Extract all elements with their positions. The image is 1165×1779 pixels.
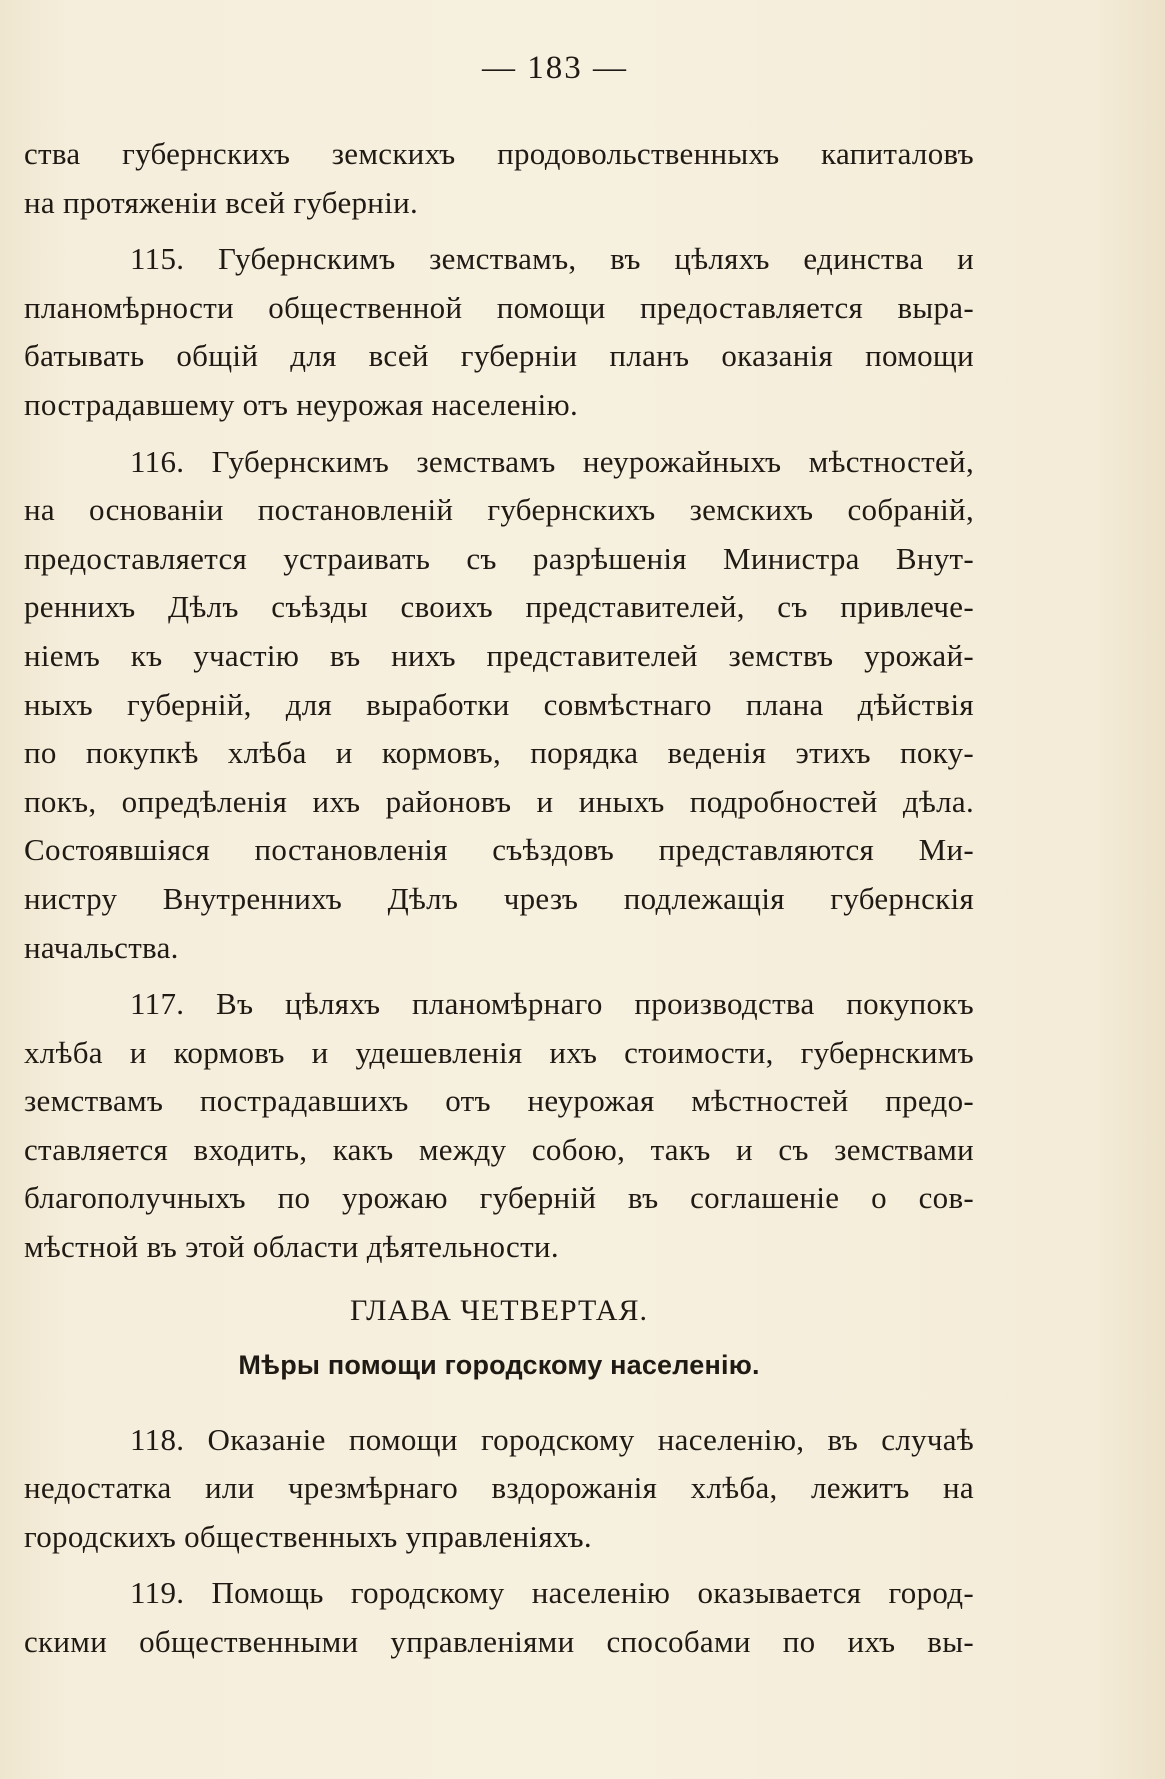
- text-line: планомѣрности общественной помощи предоставляется выра-: [24, 289, 974, 325]
- chapter-subtitle: Мѣры помощи городскому населенію.: [238, 1349, 760, 1380]
- text-line: реннихъ Дѣлъ съѣзды своихъ представителей, съ привлече-: [24, 589, 974, 625]
- text-line: ставляется входить, какъ между собою, такъ и съ земствами: [24, 1131, 974, 1167]
- text-line: хлѣба и кормовъ и удешевленія ихъ стоимости, губернскимъ: [24, 1034, 974, 1070]
- text-line: начальства.: [24, 929, 179, 965]
- text-line: батывать общій для всей губерніи планъ оказанія помощи: [24, 338, 974, 374]
- paragraph-117: [24, 980, 974, 1272]
- text-line: скими общественными управленіями способами по ихъ вы-: [24, 1624, 974, 1660]
- text-line: нистру Внутреннихъ Дѣлъ чрезъ подлежащія губернскія: [24, 880, 974, 916]
- text-line: предоставляется устраивать съ разрѣшенія Министра Внут-: [24, 540, 974, 576]
- text-line: ныхъ губерній, для выработки совмѣстнаго плана дѣйствія: [24, 686, 974, 722]
- page-number: — 183 —: [482, 50, 628, 86]
- text-line: 119. Помощь городскому населенію оказывается город-: [130, 1575, 974, 1611]
- text-line: на основаніи постановленій губернскихъ земскихъ собраній,: [24, 492, 974, 528]
- text-line: на протяженіи всей губерніи.: [24, 184, 419, 220]
- paragraph-118: [24, 1416, 974, 1562]
- paragraph-continuation: [24, 130, 974, 227]
- text-line: пострадавшему отъ неурожая населенію.: [24, 386, 579, 422]
- paragraph-116: [24, 438, 974, 973]
- text-line: городскихъ общественныхъ управленіяхъ.: [24, 1518, 592, 1554]
- text-line: благополучныхъ по урожаю губерній въ соглашеніе о сов-: [24, 1180, 974, 1216]
- text-line: ства губернскихъ земскихъ продовольственныхъ капиталовъ: [24, 136, 974, 171]
- text-line: покъ, опредѣленія ихъ районовъ и иныхъ подробностей дѣла.: [24, 783, 974, 819]
- text-line: Состоявшіяся постановленія съѣздовъ представляются Ми-: [24, 832, 974, 868]
- paragraph-115: [24, 235, 974, 429]
- text-line: 115. Губернскимъ земствамъ, въ цѣляхъ единства и: [130, 241, 974, 277]
- chapter-title: ГЛАВА ЧЕТВЕРТАЯ.: [350, 1293, 648, 1327]
- text-line: по покупкѣ хлѣба и кормовъ, порядка веденія этихъ поку-: [24, 735, 974, 771]
- text-line: 116. Губернскимъ земствамъ неурожайныхъ мѣстностей,: [130, 443, 974, 479]
- page-text: [24, 130, 974, 1667]
- text-line: 117. Въ цѣляхъ планомѣрнаго производства покупокъ: [130, 986, 974, 1022]
- text-line: мѣстной въ этой области дѣятельности.: [24, 1229, 559, 1265]
- text-line: 118. Оказаніе помощи городскому населенію, въ случаѣ: [130, 1421, 974, 1457]
- text-line: недостатка или чрезмѣрнаго вздорожанія хлѣба, лежитъ на: [24, 1470, 974, 1506]
- text-line: ніемъ къ участію въ нихъ представителей земствъ урожай-: [24, 637, 974, 673]
- paragraph-119: [24, 1569, 974, 1666]
- text-line: земствамъ пострадавшихъ отъ неурожая мѣстностей предо-: [24, 1083, 974, 1119]
